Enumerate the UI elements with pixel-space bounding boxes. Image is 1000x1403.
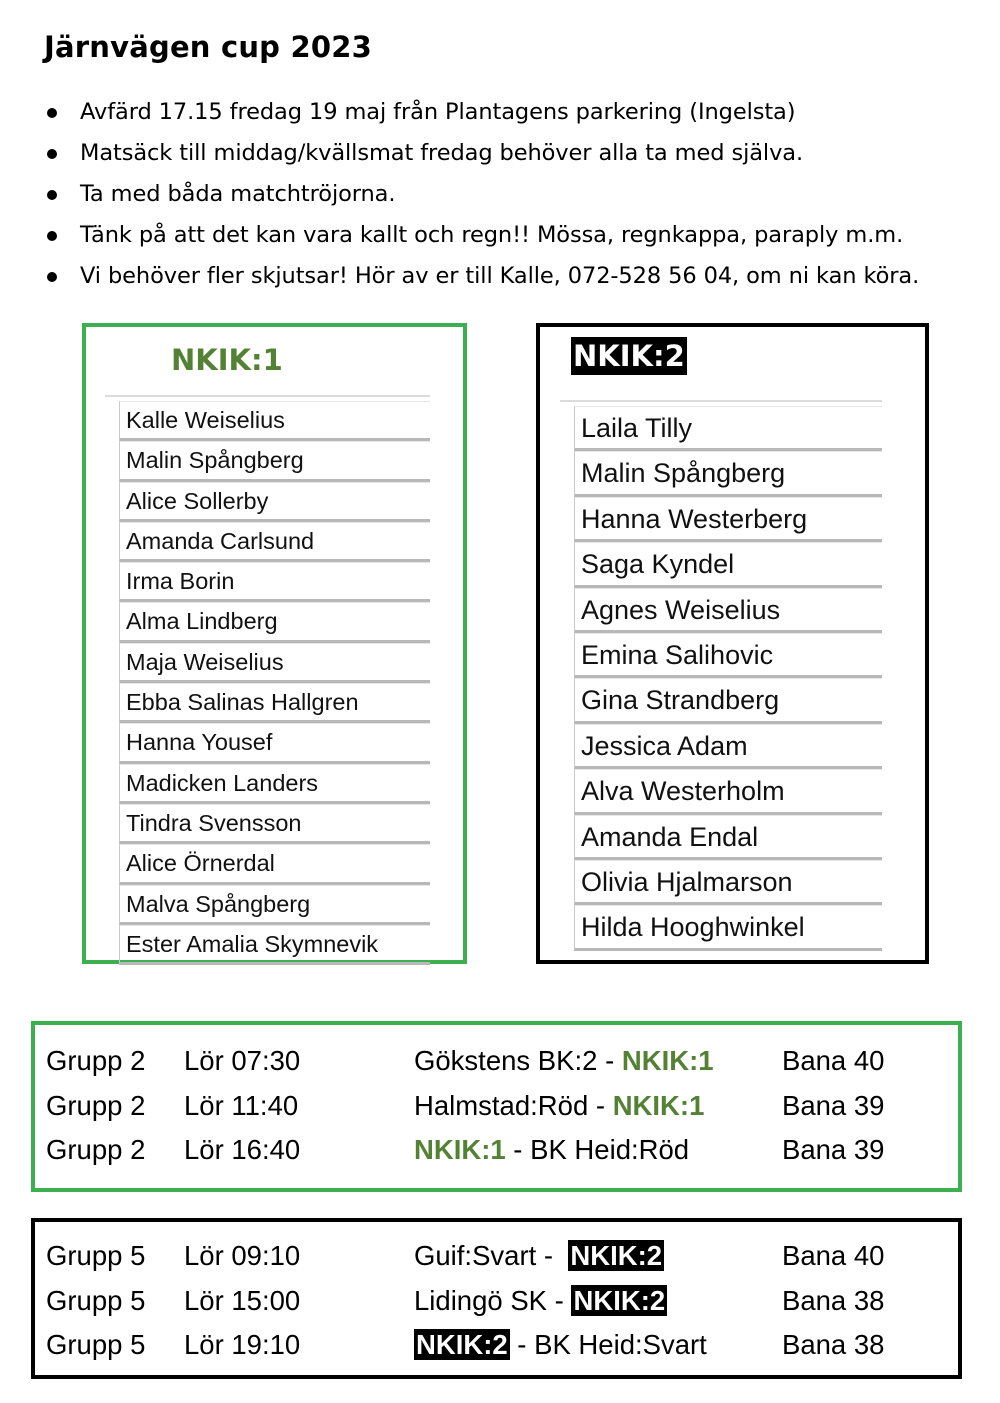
match-teams <box>414 1285 667 1317</box>
match-time: Lör 09:10 <box>184 1240 301 1271</box>
player-row: Emina Salihovic <box>574 633 882 678</box>
match-field: Bana 38 <box>782 1329 885 1360</box>
player-row: Malva Spångberg <box>119 885 430 925</box>
player-row: Kalle Weiselius <box>119 401 430 441</box>
player-row: Hanna Westerberg <box>574 497 882 542</box>
bullet-icon <box>47 190 57 200</box>
match-field: Bana 39 <box>782 1090 885 1121</box>
match-time: Lör 19:10 <box>184 1329 301 1360</box>
player-row: Alva Westerholm <box>574 769 882 814</box>
match-row <box>35 1285 958 1329</box>
bullet-icon <box>47 272 57 282</box>
player-row: Irma Borin <box>119 562 430 602</box>
info-text: Tänk på att det kan vara kallt och regn!! Mössa, regnkappa, paraply m.m. <box>80 222 904 248</box>
info-list <box>44 92 919 297</box>
team1-player-list <box>119 395 430 965</box>
team1-label: NKIK:1 <box>612 1090 705 1121</box>
team2-schedule <box>31 1218 962 1379</box>
player-row: Olivia Hjalmarson <box>574 860 882 905</box>
match-group: Grupp 2 <box>46 1045 146 1076</box>
team1-label: NKIK:1 <box>621 1045 714 1076</box>
match-teams <box>414 1045 714 1077</box>
match-row <box>35 1090 958 1134</box>
match-field: Bana 39 <box>782 1134 885 1165</box>
match-opponent: Gökstens BK:2 - <box>414 1045 622 1076</box>
match-row <box>35 1240 958 1284</box>
info-text: Matsäck till middag/kvällsmat fredag behöver alla ta med själva. <box>80 140 804 166</box>
match-opponent: Lidingö SK - <box>414 1285 572 1316</box>
match-opponent: - BK Heid:Röd <box>505 1134 690 1165</box>
info-text: Ta med båda matchtröjorna. <box>80 181 396 207</box>
match-opponent: Guif:Svart - <box>414 1240 569 1271</box>
player-row: Alice Sollerby <box>119 482 430 522</box>
player-row: Ebba Salinas Hallgren <box>119 683 430 723</box>
player-row: Agnes Weiselius <box>574 588 882 633</box>
team1-schedule <box>31 1021 962 1192</box>
match-teams <box>414 1329 707 1361</box>
info-text: Avfärd 17.15 fredag 19 maj från Plantagens parkering (Ingelsta) <box>80 99 796 125</box>
match-field: Bana 40 <box>782 1045 885 1076</box>
match-field: Bana 38 <box>782 1285 885 1316</box>
info-item <box>44 174 919 215</box>
match-time: Lör 11:40 <box>184 1090 299 1121</box>
match-time: Lör 07:30 <box>184 1045 301 1076</box>
bullet-icon <box>47 149 57 159</box>
team1-heading: NKIK:1 <box>171 343 283 377</box>
match-time: Lör 16:40 <box>184 1134 301 1165</box>
info-item <box>44 256 919 297</box>
player-row: Hanna Yousef <box>119 723 430 763</box>
match-teams <box>414 1240 664 1272</box>
player-row: Jessica Adam <box>574 724 882 769</box>
info-item <box>44 215 919 256</box>
player-row: Ester Amalia Skymnevik <box>119 925 430 965</box>
player-row: Amanda Carlsund <box>119 522 430 562</box>
player-row: Hilda Hooghwinkel <box>574 905 882 950</box>
team2-label: NKIK:2 <box>570 1240 663 1271</box>
team2-heading: NKIK:2 <box>573 339 685 373</box>
team2-player-list <box>574 400 882 951</box>
match-group: Grupp 5 <box>46 1329 146 1360</box>
player-row: Malin Spångberg <box>574 451 882 496</box>
match-teams <box>414 1134 689 1166</box>
player-row: Alma Lindberg <box>119 602 430 642</box>
player-row: Tindra Svensson <box>119 804 430 844</box>
info-item <box>44 92 919 133</box>
team2-label: NKIK:2 <box>573 1285 666 1316</box>
match-group: Grupp 2 <box>46 1134 146 1165</box>
player-row: Laila Tilly <box>574 406 882 451</box>
team1-roster <box>82 323 467 964</box>
player-row: Madicken Landers <box>119 764 430 804</box>
match-time: Lör 15:00 <box>184 1285 301 1316</box>
page-title: Järnvägen cup 2023 <box>44 30 372 64</box>
match-group: Grupp 5 <box>46 1240 146 1271</box>
match-group: Grupp 5 <box>46 1285 146 1316</box>
player-row: Saga Kyndel <box>574 542 882 587</box>
player-row: Alice Örnerdal <box>119 844 430 884</box>
player-row: Gina Strandberg <box>574 678 882 723</box>
match-row <box>35 1134 958 1178</box>
match-field: Bana 40 <box>782 1240 885 1271</box>
team2-roster <box>536 323 929 964</box>
match-row <box>35 1045 958 1089</box>
match-row <box>35 1329 958 1373</box>
bullet-icon <box>47 108 57 118</box>
player-row: Malin Spångberg <box>119 441 430 481</box>
info-text: Vi behöver fler skjutsar! Hör av er till Kalle, 072-528 56 04, om ni kan köra. <box>80 263 920 289</box>
player-row: Amanda Endal <box>574 815 882 860</box>
team1-label: NKIK:1 <box>414 1134 506 1165</box>
info-item <box>44 133 919 174</box>
match-opponent: - BK Heid:Svart <box>509 1329 707 1360</box>
match-teams <box>414 1090 704 1122</box>
team2-label: NKIK:2 <box>416 1329 508 1360</box>
match-opponent: Halmstad:Röd - <box>414 1090 613 1121</box>
match-group: Grupp 2 <box>46 1090 146 1121</box>
player-row: Maja Weiselius <box>119 643 430 683</box>
bullet-icon <box>47 231 57 241</box>
